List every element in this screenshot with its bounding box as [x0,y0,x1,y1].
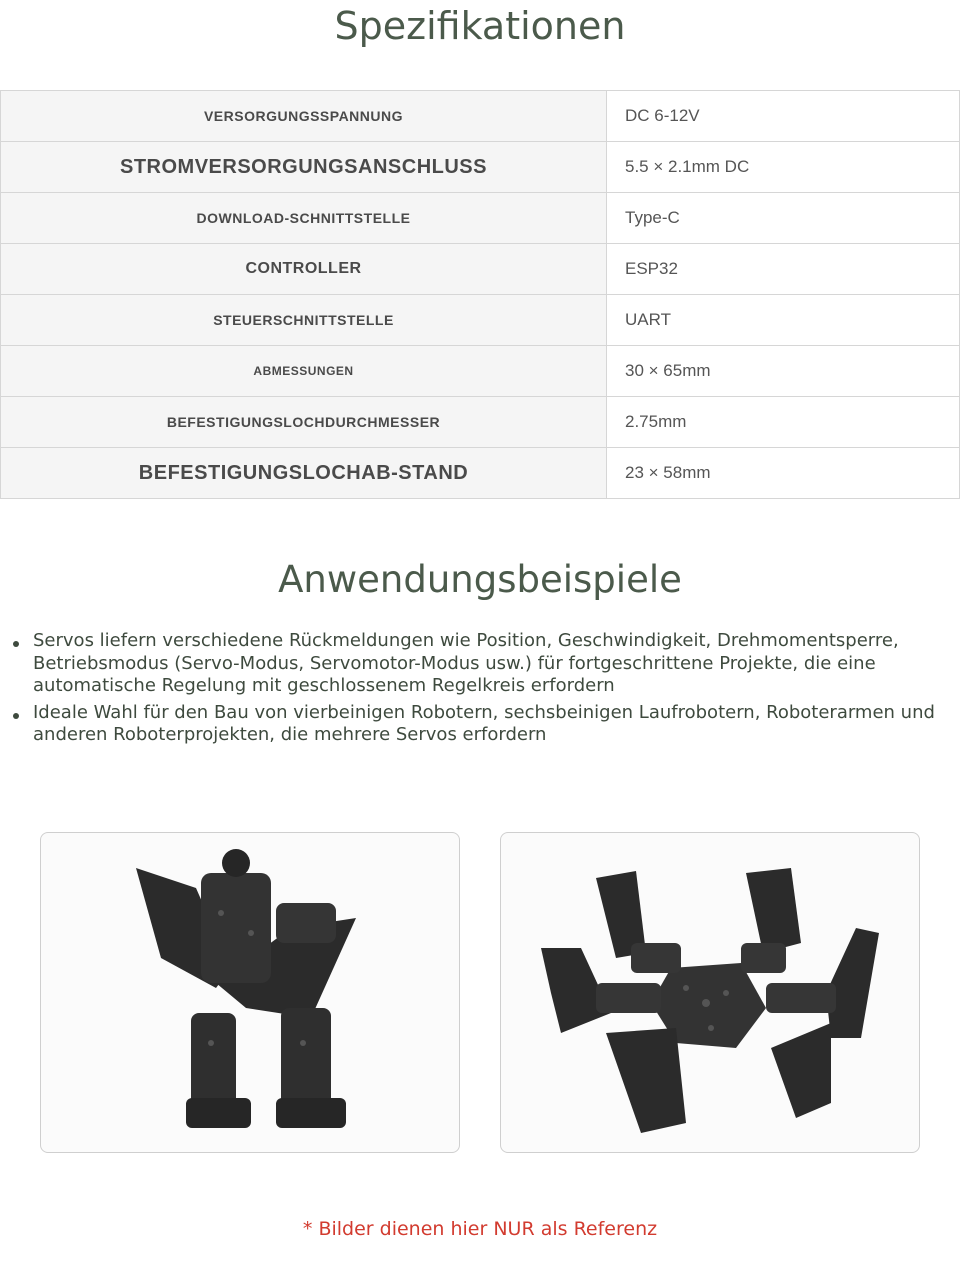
humanoid-robot-image [40,832,460,1153]
humanoid-robot-illustration [41,833,459,1152]
table-row [1,295,960,346]
specifications-title: Spezifikationen [334,4,626,48]
spec-value: UART [607,295,960,346]
spec-key: BEFESTIGUNGSLOCHAB-STAND [1,448,607,499]
hexapod-robot-illustration [501,833,919,1152]
spec-value: ESP32 [607,244,960,295]
spec-key: CONTROLLER [1,244,607,295]
bullet-icon [13,641,19,647]
hexapod-robot-image [500,832,920,1153]
spec-key: VERSORGUNGSSPANNUNG [1,91,607,142]
list-item [10,702,950,747]
applications-list [10,630,950,751]
spec-value: 5.5 × 2.1mm DC [607,142,960,193]
spec-key: STEUERSCHNITTSTELLE [1,295,607,346]
list-item-text: Servos liefern verschiedene Rückmeldungen wie Position, Geschwindigkeit, Drehmomentsperre, Betriebsmodus (Servo-Modus, Servomotor-Modus usw.) für fortgeschrittene Projekte, die eine automatische Regelung mit geschlossenem Regelkreis erfordern [33,630,899,696]
spec-key: DOWNLOAD-SCHNITTSTELLE [1,193,607,244]
table-row [1,448,960,499]
spec-key: BEFESTIGUNGSLOCHDURCHMESSER [1,397,607,448]
spec-value: 23 × 58mm [607,448,960,499]
spec-value: Type-C [607,193,960,244]
spec-key: STROMVERSORGUNGSANSCHLUSS [1,142,607,193]
reference-footnote: * Bilder dienen hier NUR als Referenz [302,1218,658,1240]
spec-value: 2.75mm [607,397,960,448]
applications-title: Anwendungsbeispiele [278,558,682,601]
spec-value: DC 6-12V [607,91,960,142]
table-row [1,193,960,244]
spec-value: 30 × 65mm [607,346,960,397]
list-item-text: Ideale Wahl für den Bau von vierbeinigen Robotern, sechsbeinigen Laufrobotern, Roboterarmen und anderen Roboterprojekten, die mehrere Servos erfordern [33,701,935,745]
table-row [1,244,960,295]
table-row [1,91,960,142]
spec-key: ABMESSUNGEN [1,346,607,397]
bullet-icon [13,713,19,719]
table-row [1,142,960,193]
table-row [1,397,960,448]
list-item [10,630,950,698]
table-row [1,346,960,397]
specifications-table [0,90,960,499]
